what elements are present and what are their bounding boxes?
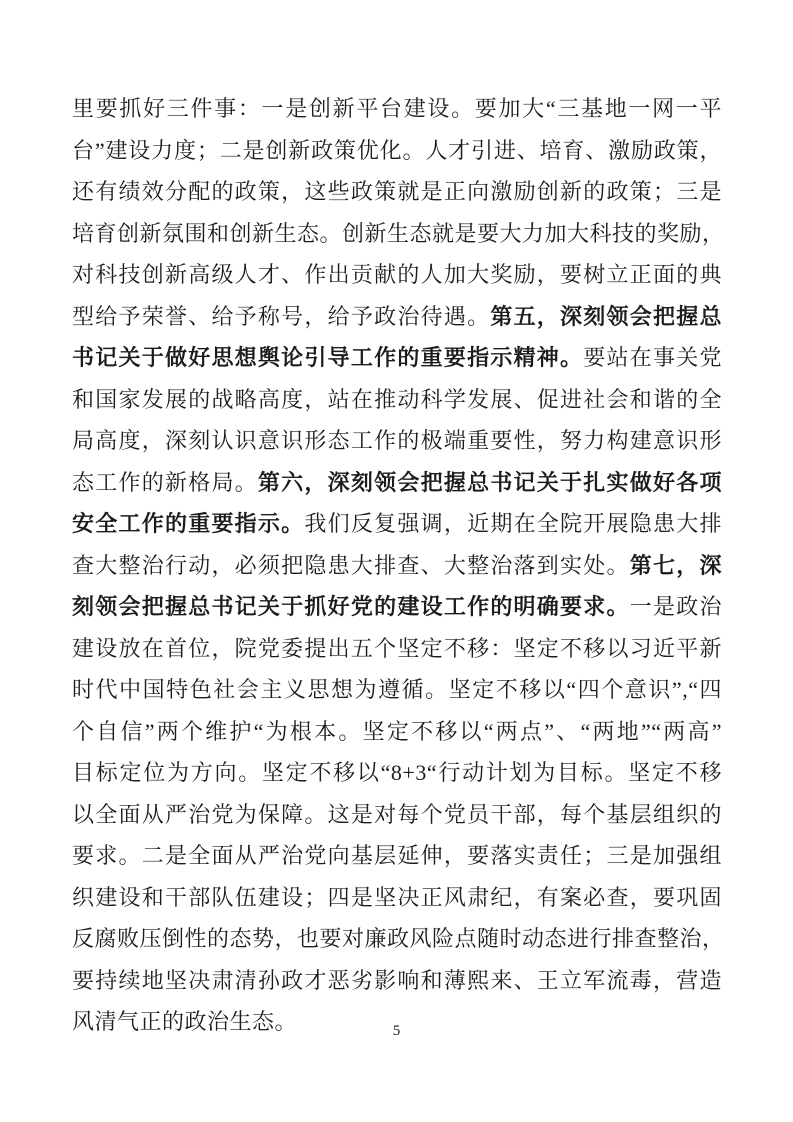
text-segment: 反腐败压倒性的态势，也要对廉政风险点随时动态进行排查整治， (72, 926, 725, 951)
text-segment: 时代中国特色社会主义思想为遵循。坚定不移以“四个意识”,“四 (72, 677, 722, 702)
text-segment: 建设放在首位，院党委提出五个坚定不移：坚定不移以习近平新 (72, 635, 722, 661)
text-segment: 我们反复强调，近期在全院开展隐患大排 (304, 511, 722, 536)
text-line (72, 711, 722, 753)
text-line (72, 171, 722, 213)
text-line (72, 835, 722, 877)
text-segment: 以全面从严治党为保障。这是对每个党员干部，每个基层组织的 (72, 801, 722, 827)
text-segment: 局高度，深刻认识意识形态工作的极端重要性，努力构建意识形 (72, 428, 722, 453)
text-segment: 个自信”两个维护“为根本。坚定不移以“两点”、“两地”“两高” (72, 718, 722, 744)
text-segment: 台”建设力度；二是创新政策优化。人才引进、培育、激励政策， (72, 137, 722, 163)
text-segment: 风清气正的政治生态。 (72, 1009, 298, 1034)
text-segment: 查大整治行动，必须把隐患大排查、大整治落到实处。 (72, 552, 630, 578)
text-segment: 织建设和干部队伍建设；四是坚决正风肃纪，有案必查，要巩固 (72, 884, 722, 910)
text-segment: 型给予荣誉、给予称号，给予政治待遇。 (72, 303, 491, 329)
text-line (72, 130, 722, 172)
text-segment: 还有绩效分配的政策，这些政策就是正向激励创新的政策；三是 (72, 179, 722, 204)
text-line (72, 254, 722, 296)
text-line (72, 88, 722, 130)
document-body (72, 88, 725, 1043)
text-segment: 要站在事关党 (583, 345, 722, 370)
text-line (72, 462, 722, 504)
bold-text-segment: 第六，深刻领会把握总书记关于扎实做好各项 (257, 469, 722, 495)
bold-text-segment: 第七，深 (629, 552, 722, 578)
text-line (72, 503, 722, 545)
text-segment: 态工作的新格局。 (72, 469, 258, 495)
page-number: 5 (392, 1023, 401, 1039)
text-segment: 目标定位为方向。坚定不移以“8+3“行动计划为目标。坚定不移 (72, 760, 722, 785)
text-line (72, 918, 725, 960)
text-line (72, 960, 722, 1002)
text-line (72, 586, 722, 628)
bold-text-segment: 安全工作的重要指示。 (72, 511, 305, 536)
text-line (72, 379, 722, 421)
text-line (72, 794, 722, 836)
text-segment: 培育创新氛围和创新生态。创新生态就是要大力加大科技的奖励， (72, 220, 725, 246)
text-segment: 对科技创新高级人才、作出贡献的人加大奖励，要树立正面的典 (72, 262, 722, 287)
text-segment: 里要抓好三件事：一是创新平台建设。要加大“三基地一网一平 (72, 96, 722, 121)
bold-text-segment: 刻领会把握总书记关于抓好党的建设工作的明确要求。 (72, 594, 630, 619)
text-line (72, 337, 722, 379)
text-line (72, 213, 725, 255)
text-segment: 一是政治 (629, 594, 722, 619)
text-line (72, 877, 722, 919)
text-line (72, 628, 722, 670)
bold-text-segment: 第五，深刻领会把握总 (490, 303, 722, 329)
text-line (72, 669, 722, 711)
text-line (72, 420, 722, 462)
text-line (72, 545, 722, 587)
text-segment: 要持续地坚决肃清孙政才恶劣影响和薄熙来、王立军流毒，营造 (72, 967, 722, 993)
bold-text-segment: 书记关于做好思想舆论引导工作的重要指示精神。 (72, 345, 584, 370)
text-segment: 和国家发展的战略高度，站在推动科学发展、促进社会和谐的全 (72, 386, 722, 412)
text-line (72, 752, 722, 794)
text-line (72, 296, 722, 338)
text-segment: 要求。二是全面从严治党向基层延伸，要落实责任；三是加强组 (72, 843, 722, 868)
